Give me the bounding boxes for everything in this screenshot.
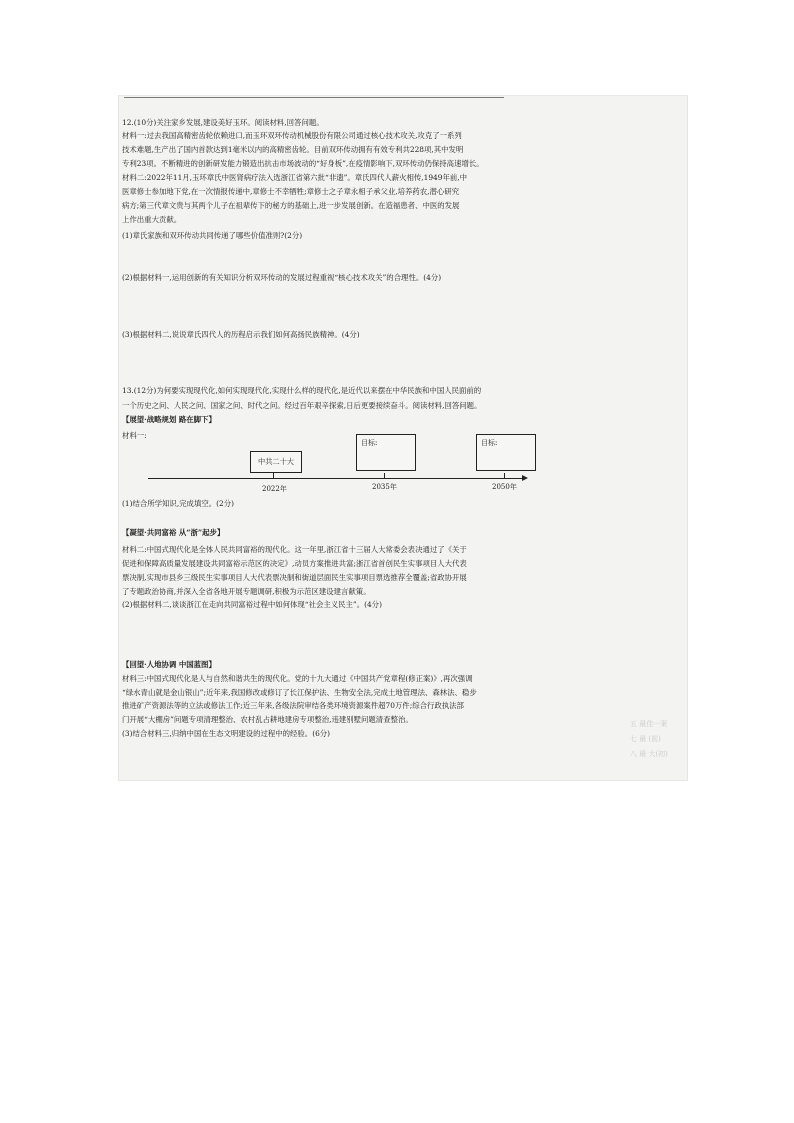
- q13-material3-line: 门开展“大棚房”问题专项清理整治、农村乱占耕地建房专项整治,违建别墅问题清查整治。: [122, 715, 413, 724]
- q13-header: 一个历史之问、人民之问、国家之问、时代之问。经过百年艰辛探索,日后更要接续奋斗。阅读材料,回答问题。: [122, 401, 482, 410]
- q12-material2-line: 病方;第三代章文贵与其两个儿子在祖辈传下的秘方的基础上,进一步发展创新。在造福患者、中医的发展: [122, 201, 460, 210]
- timeline-tick: [273, 473, 274, 479]
- start-box-label: 中共二十大: [258, 457, 294, 466]
- target-box-2050: [476, 434, 536, 471]
- q12-material2-line: 医章修士参加地下党,在一次情报传递中,章修士不幸牺牲;章修士之子章永相子承父业,培养药农,潜心研究: [122, 187, 460, 196]
- q13-material1-label: 材料一:: [122, 431, 147, 440]
- q13-section3-title: 【回望·人地协调 中国蓝图】: [122, 660, 216, 669]
- q13-material2-line: 促进和保障高质量发展建设共同富裕示范区的决定》,动员方案推进共富;浙江省首创民生实事项目人大代表: [122, 559, 467, 568]
- bleed-through-text: 八 最 大(初): [630, 750, 668, 758]
- q13-subquestion-2: (2)根据材料二,谈谈浙江在走向共同富裕过程中如何体现“社会主义民主”。(4分): [122, 600, 382, 609]
- q13-section1-title: 【展望·战略规划 路在脚下】: [122, 415, 216, 424]
- target-box-2035: [356, 434, 416, 471]
- q12-material2-line: 上作出重大贡献。: [122, 215, 182, 224]
- q13-header: 13.(12分)为何要实现现代化,如何实现现代化,实现什么样的现代化,是近代以来摆在中华民族和中国人民面前的: [122, 386, 482, 395]
- target-label: 目标:: [361, 439, 378, 447]
- q12-header: 12.(10分)关注家乡发展,建设美好玉环。阅读材料,回答问题。: [122, 118, 324, 127]
- year-label: 2035年: [372, 483, 397, 491]
- q13-section2-title: 【凝望·共同富裕 从“浙”起步】: [122, 528, 225, 537]
- q12-subquestion-3: (3)根据材料二,说说章氏四代人的历程启示我们如何高扬民族精神。(4分): [122, 330, 360, 339]
- bleed-through-text: 五 最佳一案: [630, 720, 668, 728]
- q13-material2-line: 了专题政治协商,并深入全省各地开展专题调研,积极为示范区建设建言献策。: [122, 587, 371, 596]
- timeline-tick: [384, 473, 385, 479]
- q13-material3-line: “绿水青山就是金山银山”;近年来,我国修改或修订了长江保护法、生物安全法,完成土地管理法、森林法、稳步: [122, 688, 477, 697]
- year-label: 2022年: [262, 485, 287, 493]
- timeline-arrow: [522, 475, 528, 481]
- q12-subquestion-2: (2)根据材料一,运用创新的有关知识分析双环传动的发展过程重视“核心技术攻关”的合理性。(4分): [122, 273, 442, 282]
- q12-material1-line: 专利23项。不断精进的创新研发能力锻造出抗击市场波动的“好身板”,在疫情影响下,双环传动仍保持高速增长。: [122, 159, 484, 168]
- q13-material3-line: 推进矿产资源法等的立法或修法工作;近三年来,各级法院审结各类环境资源案件超70万件;综合行政执法部: [122, 701, 464, 710]
- q13-material2-line: 材料二:中国式现代化是全体人民共同富裕的现代化。这一年里,浙江省十三届人大常委会表决通过了《关于: [122, 545, 467, 554]
- q12-material1-line: 技术难题,生产出了国内首款达到1毫米以内的高精密齿轮。目前双环传动拥有有效专利共228项,其中发明: [122, 145, 464, 154]
- q13-material3-line: 材料三:中国式现代化是人与自然和谐共生的现代化。党的十九大通过《中国共产党章程(修正案)》,再次强调: [122, 674, 473, 683]
- q13-subquestion-3: (3)结合材料三,归纳中国在生态文明建设的过程中的经验。(6分): [122, 729, 331, 738]
- start-box: [250, 451, 302, 473]
- bleed-through-text: 七 最 (前): [630, 735, 661, 743]
- year-label: 2050年: [492, 483, 517, 491]
- q13-material2-line: 票决制,实现市县乡三级民生实事项目人大代表票决制和街道层面民生实事项目票选推荐全覆盖;省政协开展: [122, 573, 467, 582]
- target-label: 目标:: [481, 439, 498, 447]
- timeline-axis: [148, 478, 524, 479]
- q12-material1-line: 材料一:过去我国高精密齿轮依赖进口,而玉环双环传动机械股份有限公司通过核心技术攻关,攻克了一系列: [122, 131, 462, 140]
- q12-material2-line: 材料二:2022年11月,玉环章氏中医肾病疗法入选浙江省第六批“非遗”。章氏四代人薪火相传,1949年前,中: [122, 173, 467, 182]
- q12-subquestion-1: (1)章氏家族和双环传动共同传递了哪些价值准则?(2分): [122, 231, 303, 240]
- q13-subquestion-1: (1)结合所学知识,完成填空。(2分): [122, 499, 234, 508]
- timeline-tick: [504, 473, 505, 479]
